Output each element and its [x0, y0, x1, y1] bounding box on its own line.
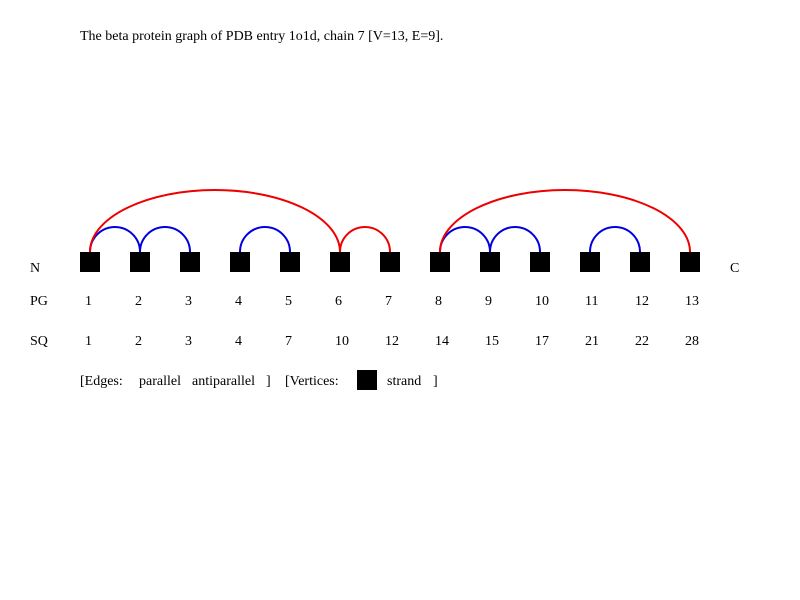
strand-vertex-7	[380, 252, 400, 272]
legend-vertices-prefix: [Vertices:	[285, 374, 339, 389]
sq-labels-layer	[85, 334, 699, 349]
sq-label-11: 21	[585, 334, 599, 349]
edge-antiparallel-2-3	[140, 227, 190, 252]
strand-vertex-8	[430, 252, 450, 272]
strand-vertex-5	[280, 252, 300, 272]
edge-parallel-8-13	[440, 190, 690, 252]
edge-antiparallel-4-5	[240, 227, 290, 252]
edge-antiparallel-11-12	[590, 227, 640, 252]
pg-label-11: 11	[585, 294, 599, 309]
legend-parallel: parallel	[139, 374, 181, 389]
pg-label-5: 5	[285, 294, 292, 309]
pg-label-8: 8	[435, 294, 442, 309]
pg-label-9: 9	[485, 294, 492, 309]
n-terminus-label: N	[30, 261, 41, 276]
pg-label-1: 1	[85, 294, 92, 309]
strand-vertex-12	[630, 252, 650, 272]
sq-label-7: 12	[385, 334, 399, 349]
pg-label-3: 3	[185, 294, 192, 309]
edges-layer	[90, 190, 690, 252]
strand-vertex-9	[480, 252, 500, 272]
pg-labels-layer	[85, 294, 699, 309]
legend-vertices-suffix: ]	[433, 374, 438, 389]
pg-label-13: 13	[685, 294, 699, 309]
sq-label-10: 17	[535, 334, 549, 349]
pg-label-12: 12	[635, 294, 649, 309]
pg-row-label: PG	[30, 294, 48, 309]
legend-edges-prefix: [Edges:	[80, 374, 123, 389]
strand-vertex-11	[580, 252, 600, 272]
sq-label-1: 1	[85, 334, 92, 349]
pg-label-6: 6	[335, 294, 342, 309]
sq-label-3: 3	[185, 334, 192, 349]
sq-label-6: 10	[335, 334, 349, 349]
vertices-layer	[80, 252, 700, 272]
strand-vertex-4	[230, 252, 250, 272]
sq-label-4: 4	[235, 334, 242, 349]
strand-vertex-6	[330, 252, 350, 272]
sq-row-label: SQ	[30, 334, 48, 349]
legend-strand: strand	[387, 374, 422, 389]
legend-edges-suffix: ]	[266, 374, 271, 389]
sq-label-2: 2	[135, 334, 142, 349]
pg-label-4: 4	[235, 294, 242, 309]
strand-vertex-1	[80, 252, 100, 272]
legend-antiparallel: antiparallel	[192, 374, 255, 389]
sq-label-9: 15	[485, 334, 499, 349]
strand-vertex-2	[130, 252, 150, 272]
legend	[80, 370, 438, 390]
c-terminus-label: C	[730, 261, 740, 276]
sq-label-5: 7	[285, 334, 292, 349]
pg-label-7: 7	[385, 294, 392, 309]
edge-parallel-1-6	[90, 190, 340, 252]
sq-label-13: 28	[685, 334, 699, 349]
strand-vertex-3	[180, 252, 200, 272]
legend-strand-swatch	[357, 370, 377, 390]
page-title: The beta protein graph of PDB entry 1o1d, chain 7 [V=13, E=9].	[80, 29, 444, 44]
strand-vertex-10	[530, 252, 550, 272]
sq-label-12: 22	[635, 334, 649, 349]
sq-label-8: 14	[435, 334, 449, 349]
edge-parallel-6-7	[340, 227, 390, 252]
pg-label-2: 2	[135, 294, 142, 309]
strand-vertex-13	[680, 252, 700, 272]
edge-antiparallel-9-10	[490, 227, 540, 252]
pg-label-10: 10	[535, 294, 549, 309]
